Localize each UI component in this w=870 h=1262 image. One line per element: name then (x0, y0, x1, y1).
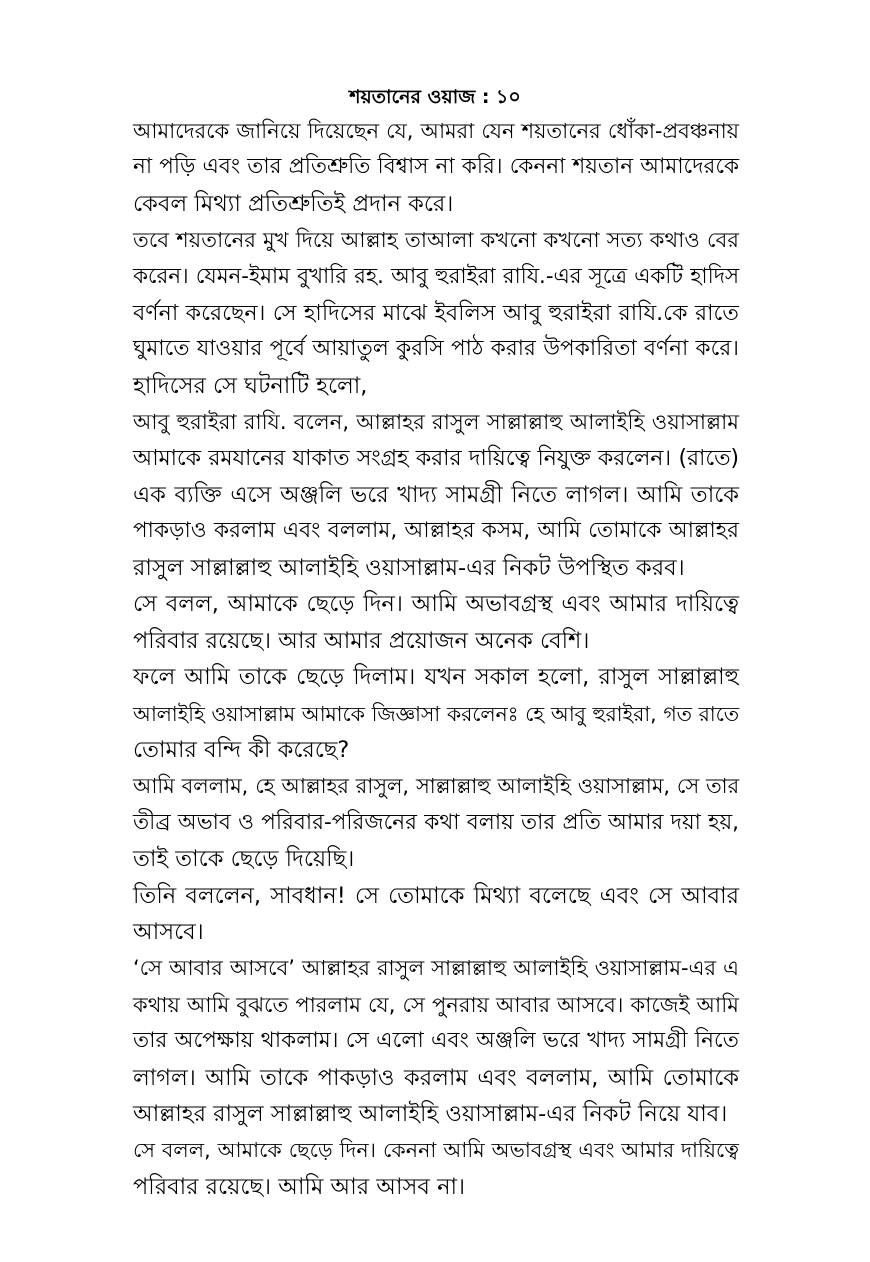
text-line: কথায় আমি বুঝতে পারলাম যে, সে পুনরায় আবার আসবে। কাজেই আমি (133, 991, 739, 1017)
text-line: ফলে আমি তাকে ছেড়ে দিলাম। যখন সকাল হলো, রাসুল সাল্লাল্লাহু (133, 664, 739, 691)
text-line: তীব্র অভাব ও পরিবার-পরিজনের কথা বলায় তার প্রতি আমার দয়া হয়, (133, 809, 739, 835)
text-line: আমাদেরকে জানিয়ে দিয়েছেন যে, আমরা যেন শয়তানের ধোঁকা-প্রবঞ্চনায় (133, 119, 739, 143)
text-line: আসবে। (133, 918, 204, 945)
paragraph (133, 950, 739, 1132)
text-line: তোমার বন্দি কী করেছে? (133, 736, 350, 763)
text-line: পরিবার রয়েছে। আমি আর আসব না। (133, 1173, 466, 1200)
text-line: সে বলল, আমাকে ছেড়ে দিন। কেননা আমি অভাবগ্রস্থ এবং আমার দায়িত্বে (133, 1138, 739, 1163)
running-header: শয়তানের ওয়াজ : ১০ (349, 86, 521, 108)
text-line: রাসুল সাল্লাল্লাহু আলাইহি ওয়াসাল্লাম-এর নিকট উপস্থিত করব। (133, 554, 685, 581)
text-line: পাকড়াও করলাম এবং বললাম, আল্লাহর কসম, আমি তোমাকে আল্লাহর (133, 518, 739, 544)
text-line: ঘুমাতে যাওয়ার পূর্বে আয়াতুল কুরসি পাঠ করার উপকারিতা বর্ণনা করে। (133, 336, 739, 362)
paragraph (133, 768, 739, 877)
text-line: কেবল মিথ্যা প্রতিশ্রুতিই প্রদান করে। (133, 190, 454, 217)
text-line: লাগল। আমি তাকে পাকড়াও করলাম এবং বললাম, আমি তোমাকে (133, 1064, 739, 1091)
paragraph (133, 113, 739, 222)
paragraph (133, 878, 739, 951)
paragraph (133, 586, 739, 659)
text-line: হাদিসের সে ঘটনাটি হলো, (133, 372, 368, 399)
paragraph (133, 222, 739, 404)
text-line: আল্লাহর রাসুল সাল্লাল্লাহু আলাইহি ওয়াসাল্লাম-এর নিকট নিয়ে যাব। (133, 1100, 728, 1127)
text-line: আবু হুরাইরা রাযি. বলেন, আল্লাহর রাসুল সাল্লাল্লাহু আলাইহি ওয়াসাল্লাম (133, 409, 739, 435)
text-line: আমি বললাম, হে আল্লাহর রাসুল, সাল্লাল্লাহু আলাইহি ওয়াসাল্লাম, সে তার (133, 774, 739, 799)
text-line: এক ব্যক্তি এসে অঞ্জলি ভরে খাদ্য সামগ্রী নিতে লাগল। আমি তাকে (133, 482, 739, 509)
paragraph (133, 1132, 739, 1205)
text-line: পরিবার রয়েছে। আর আমার প্রয়োজন অনেক বেশি। (133, 627, 590, 654)
text-line: আমাকে রমযানের যাকাত সংগ্রহ করার দায়িত্বে নিযুক্ত করলেন। (রাতে) (133, 445, 739, 471)
text-line: না পড়ি এবং তার প্রতিশ্রুতি বিশ্বাস না করি। কেননা শয়তান আমাদেরকে (133, 154, 739, 180)
text-line: তাই তাকে ছেড়ে দিয়েছি। (133, 846, 355, 873)
body-text (133, 113, 739, 1205)
text-line: আলাইহি ওয়াসাল্লাম আমাকে জিজ্ঞাসা করলেনঃ হে আবু হুরাইরা, গত রাতে (133, 701, 739, 726)
paragraph (133, 404, 739, 586)
text-line: করেন। যেমন-ইমাম বুখারি রহ. আবু হুরাইরা রাযি.-এর সূত্রে একটি হাদিস (133, 263, 739, 289)
text-line: তার অপেক্ষায় থাকলাম। সে এলো এবং অঞ্জলি ভরে খাদ্য সামগ্রী নিতে (133, 1028, 739, 1054)
text-line: তিনি বললেন, সাবধান! সে তোমাকে মিথ্যা বলেছে এবং সে আবার (133, 882, 739, 909)
text-line: তবে শয়তানের মুখ দিয়ে আল্লাহ তাআলা কখনো কখনো সত্য কথাও বের (133, 227, 739, 253)
text-line: সে বলল, আমাকে ছেড়ে দিন। আমি অভাবগ্রস্থ এবং আমার দায়িত্বে (133, 591, 739, 618)
text-line: ‘সে আবার আসবে’ আল্লাহর রাসুল সাল্লাল্লাহু আলাইহি ওয়াসাল্লাম-এর এ (133, 956, 739, 981)
text-line: বর্ণনা করেছেন। সে হাদিসের মাঝে ইবলিস আবু হুরাইরা রাযি.কে রাতে (133, 300, 739, 327)
paragraph (133, 659, 739, 768)
